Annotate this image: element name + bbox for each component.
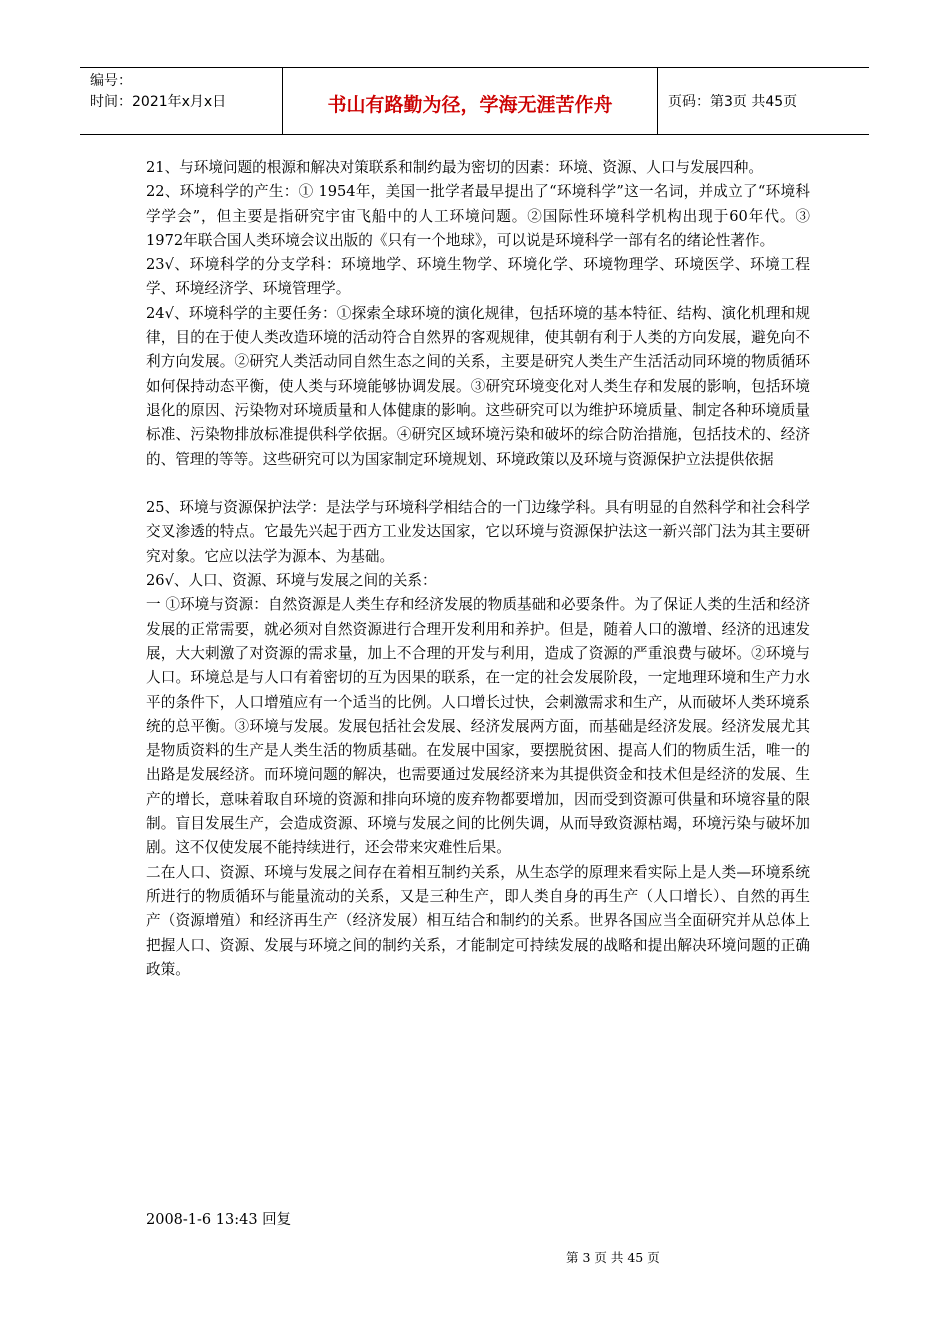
paragraph-23: 23√、环境科学的分支学科：环境地学、环境生物学、环境化学、环境物理学、环境医学、环境工程学、环境经济学、环境管理学。 [146,256,810,298]
header-meta-cell [80,68,282,134]
header-motto: 书山有路勤为径，学海无涯苦作舟 [327,94,613,116]
paragraph-26-heading: 26√、人口、资源、环境与发展之间的关系： [146,572,437,590]
document-body [146,156,810,982]
paragraph-25: 25、环境与资源保护法学：是法学与环境科学相结合的一门边缘学科。具有明显的自然科学和社会科学交叉渗透的特点。它最先兴起于西方工业发达国家，它以环境与资源保护法这一新兴部门法为其主要研究对象。它应以法学为源本、为基础。 [146,499,810,565]
page-header [80,67,869,135]
reply-timestamp: 2008-1-6 13:43 回复 [146,1212,292,1228]
paragraph-26-part-one: 一 ①环境与资源：自然资源是人类生存和经济发展的物质基础和必要条件。为了保证人类的生活和经济发展的正常需要，就必须对自然资源进行合理开发利用和养护。但是，随着人口的激增、经济的迅速发展，大大刺激了对资源的需求量，加上不合理的开发与利用，造成了资源的严重浪费与破坏。②环境与人口。环境总是与人口有着密切的互为因果的联系，在一定的社会发展阶段，一定地理环境和生产力水平的条件下，人口增殖应有一个适当的比例。人口增长过快，会刺激需求和生产，从而破坏人类环境系统的总平衡。③环境与发展。发展包括社会发展、经济发展两方面，而基础是经济发展。经济发展尤其是物质资料的生产是人类生活的物质基础。在发展中国家，要摆脱贫困、提高人们的物质生活，唯一的出路是发展经济。而环境问题的解决，也需要通过发展经济来为其提供资金和技术但是经济的发展、生产的增长，意味着取自环境的资源和排向环境的废弃物都要增加，因而受到资源可供量和环境容量的限制。盲目发展生产，会造成资源、环境与发展之间的比例失调，从而导致资源枯竭，环境污染与破坏加剧。这不仅使发展不能持续进行，还会带来灾难性后果。 [146,596,810,857]
header-page-cell [658,68,869,134]
paragraph-26-part-two: 二在人口、资源、环境与发展之间存在着相互制约关系，从生态学的原理来看实际上是人类—环境系统所进行的物质循环与能量流动的关系，又是三种生产，即人类自身的再生产（人口增长）、自然的再生产（资源增殖）和经济再生产（经济发展）相互结合和制约的关系。世界各国应当全面研究并从总体上把握人口、资源、发展与环境之间的制约关系，才能制定可持续发展的战略和提出解决环境问题的正确政策。 [146,863,810,978]
header-motto-cell [282,68,658,134]
document-number-label: 编号： [90,73,132,89]
header-page-info: 页码：第3页 共45页 [668,94,798,110]
paragraph-22: 22、环境科学的产生：① 1954年，美国一批学者最早提出了“环境科学”这一名词，并成立了“环境科学学会”，但主要是指研究宇宙飞船中的人工环境问题。②国际性环境科学机构出现于60年代。③ 1972年联合国人类环境会议出版的《只有一个地球》，可以说是环境科学一部有名的绪论性著作。 [146,183,810,249]
document-time-label: 时间：2021年x月x日 [90,94,227,110]
paragraph-21: 21、与环境问题的根源和解决对策联系和制约最为密切的因素：环境、资源、人口与发展四种。 [146,159,763,176]
page-number-footer: 第 3 页 共 45 页 [566,1250,660,1265]
paragraph-24: 24√、环境科学的主要任务：①探索全球环境的演化规律，包括环境的基本特征、结构、演化机理和规律，目的在于使人类改造环境的活动符合自然界的客观规律，使其朝有利于人类的方向发展，避免向不利方向发展。②研究人类活动同自然生态之间的关系，主要是研究人类生产生活活动同环境的物质循环如何保持动态平衡，使人类与环境能够协调发展。③研究环境变化对人类生存和发展的影响，包括环境退化的原因、污染物对环境质量和人体健康的影响。这些研究可以为维护环境质量、制定各种环境质量标准、污染物排放标准提供科学依据。④研究区域环境污染和破坏的综合防治措施，包括技术的、经济的、管理的等等。这些研究可以为国家制定环境规划、环境政策以及环境与资源保护立法提供依据 [146,304,810,468]
